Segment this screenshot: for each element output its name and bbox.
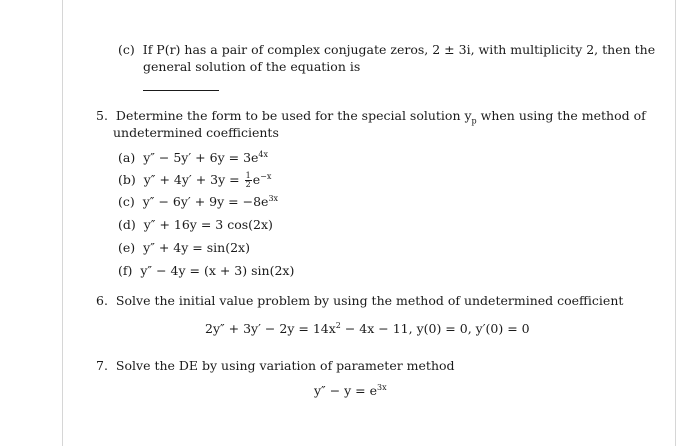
q5-part-d	[118, 217, 273, 233]
page-edge-right	[675, 0, 676, 446]
q5-part-b	[118, 172, 271, 189]
q5-text-1-rest: when using the method of	[476, 108, 646, 123]
q4c-label: (c)	[118, 42, 135, 57]
q5-part-b-frac-den: 2	[245, 180, 251, 189]
q4c-text-1: If P(r) has a pair of complex conjugate zeros, 2 ± 3i, with multiplicity 2, then the	[142, 42, 656, 57]
q7-equation-main: y″ − y = e	[314, 383, 378, 398]
q5-part-e-label: (e)	[118, 240, 136, 255]
q7-equation-exp: 3x	[377, 383, 387, 392]
q5-part-c-label: (c)	[118, 194, 135, 209]
q5-part-d-eq: y″ + 16y = 3 cos(2x)	[143, 217, 273, 232]
answer-blank	[143, 90, 219, 91]
q5-number: 5.	[96, 108, 108, 123]
q6-equation	[205, 321, 530, 337]
q5-part-b-frac-num: 1	[245, 171, 251, 180]
q6-line	[96, 293, 623, 309]
q7-number: 7.	[96, 358, 108, 373]
q5-part-a-exp: 4x	[258, 150, 269, 159]
q6-text: Solve the initial value problem by using the method of undetermined coefficient	[115, 293, 624, 308]
q7-equation	[314, 383, 387, 399]
q5-part-e	[118, 240, 250, 256]
q5-part-b-fraction	[245, 172, 252, 189]
q6-number: 6.	[96, 293, 108, 308]
q6-equation-b: − 4x − 11, y(0) = 0, y′(0) = 0	[340, 321, 530, 336]
q4c-line1	[118, 42, 655, 58]
q5-text-2: undetermined coefficients	[113, 125, 279, 140]
q5-part-c-eq: y″ − 6y′ + 9y = −8e	[142, 194, 269, 209]
q6-equation-a: 2y″ + 3y′ − 2y = 14x	[205, 321, 336, 336]
q5-part-a-label: (a)	[118, 150, 136, 165]
q5-part-f-eq: y″ − 4y = (x + 3) sin(2x)	[140, 263, 295, 278]
q5-part-f	[118, 263, 294, 279]
q5-part-b-exp: −x	[260, 172, 272, 181]
q5-part-b-rhs: e	[252, 172, 261, 187]
q5-text-1: Determine the form to be used for the special solution y	[115, 108, 472, 123]
q5-part-e-eq: y″ + 4y = sin(2x)	[143, 240, 250, 255]
q7-text: Solve the DE by using variation of parameter method	[115, 358, 455, 373]
q7-line	[96, 358, 455, 374]
q5-part-c-exp: 3x	[268, 194, 279, 203]
q5-part-b-label: (b)	[118, 172, 136, 187]
page-edge-left	[62, 0, 63, 446]
q5-sub-p: p	[471, 116, 477, 126]
q5-part-a	[118, 150, 268, 166]
q5-part-c	[118, 194, 278, 210]
q5-part-b-eq: y″ + 4y′ + 3y =	[143, 172, 244, 187]
q6-equation-exp: 2	[335, 321, 341, 330]
q5-part-d-label: (d)	[118, 217, 136, 232]
q5-part-a-eq: y″ − 5y′ + 6y = 3e	[143, 150, 259, 165]
q4c-text-2: general solution of the equation is	[143, 59, 361, 74]
q5-part-f-label: (f)	[118, 263, 133, 278]
